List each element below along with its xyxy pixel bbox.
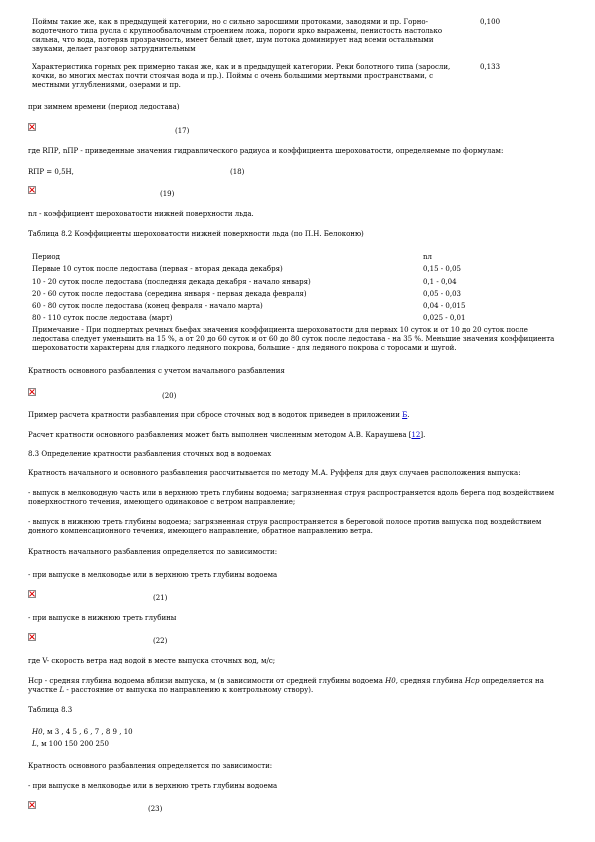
broken-image-icon: [28, 590, 36, 598]
table-row-text: Поймы такие же, как в предыдущей категории, но с сильно заросшими протоками, заводями и пр. Горно-водотечного типа русла с крупнообвалочным строением ложа, пороги ярко выражены, пенистость настолько сильна, что вода, потеряв прозрачность, имеет белый цвет, шум потока доминирует над всеми остальными звуками, делает разговор затруднительным: [32, 18, 443, 54]
broken-image-icon: [28, 186, 36, 194]
paragraph: - при выпуске в мелководье или в верхнюю треть глубины водоема: [28, 782, 278, 790]
section-heading: 8.3 Определение кратности разбавления сточных вод в водоемах: [28, 450, 272, 458]
table-cell: 10 - 20 суток после ледостава (последняя декада декабря - начало января): [32, 278, 311, 286]
broken-image-icon: [28, 801, 36, 809]
formula-number: (20): [162, 392, 177, 400]
paragraph: Кратность основного разбавления с учетом начального разбавления: [28, 367, 285, 375]
table-caption: Таблица 8.3: [28, 706, 73, 714]
paragraph: - при выпуске в мелководье или в верхнюю треть глубины водоема: [28, 571, 278, 579]
paragraph: где RПР, nПР - приведенные значения гидравлического радиуса и коэффициента шероховатости, определяемые по формулам:: [28, 147, 504, 155]
table-cell: 60 - 80 суток после ледостава (конец февраля - начало марта): [32, 302, 263, 310]
paragraph: Пример расчета кратности разбавления при сбросе сточных вод в водоток приведен в приложении Б.: [28, 411, 410, 419]
formula-number: (21): [153, 594, 168, 602]
table-cell: Первые 10 суток после ледостава (первая - вторая декада декабря): [32, 265, 283, 273]
formula-text: RПР = 0,5H,: [28, 168, 74, 176]
paragraph: - выпуск в мелководную часть или в верхнюю треть глубины водоема; загрязненная струя распространяется вдоль берега под воздействием поверхностного течения, имеющего одинаковое с ветром направление;: [28, 489, 555, 507]
table-cell: 80 - 110 суток после ледостава (март): [32, 314, 173, 322]
table-cell: 0,025 - 0,01: [423, 314, 466, 322]
paragraph: - при выпуске в нижнюю треть глубины: [28, 614, 177, 622]
table-caption: Таблица 8.2 Коэффициенты шероховатости нижней поверхности льда (по П.Н. Белоконю): [28, 230, 364, 238]
table-note: Примечание - При подпертых речных бьефах значения коэффициента шероховатости для первых 10 суток и от 10 до 20 суток после ледостава следует уменьшить на 15 %, а от 20 до 60 суток и от 60 до 80 суток после ледостава - на 35 %. Меньшие значения коэффициента шероховатости характерны для гладкого ледяного покрова, большие - для ледяного покрова с торосами и шугой.: [32, 326, 555, 353]
broken-image-icon: [28, 633, 36, 641]
appendix-link[interactable]: Б: [402, 411, 408, 419]
formula-number: (19): [160, 190, 175, 198]
table-header: nл: [423, 253, 432, 261]
table-cell: 20 - 60 суток после ледостава (середина января - первая декада февраля): [32, 290, 307, 298]
broken-image-icon: [28, 388, 36, 396]
paragraph: Hср - средняя глубина водоема вблизи выпуска, м (в зависимости от средней глубины водоема H0, средняя глубина Hср определяется на участке L - расстояние от выпуска по направлению к контрольному створу).: [28, 677, 544, 695]
paragraph: - выпуск в нижнюю треть глубины водоема; загрязненная струя распространяется в береговой полосе против выпуска под воздействием донного компенсационного течения, имеющего направление, обратное направлению ветра.: [28, 518, 542, 536]
formula-number: (23): [148, 805, 163, 813]
table-row-value: 0,100: [480, 18, 501, 26]
table-cell: 0,04 - 0,015: [423, 302, 466, 310]
broken-image-icon: [28, 123, 36, 131]
paragraph: Кратность начального и основного разбавления рассчитывается по методу М.А. Руффеля для двух случаев расположения выпуска:: [28, 469, 521, 477]
reference-link[interactable]: 12: [411, 431, 421, 439]
table-cell: 0,05 - 0,03: [423, 290, 461, 298]
table-cell: 0,1 - 0,04: [423, 278, 457, 286]
table-row: L, м 100 150 200 250: [32, 740, 109, 748]
table-row: H0, м 3 , 4 5 , 6 , 7 , 8 9 , 10: [32, 728, 133, 736]
formula-number: (17): [175, 127, 190, 135]
formula-number: (22): [153, 637, 168, 645]
paragraph: Расчет кратности основного разбавления может быть выполнен численным методом А.В. Караушева [12].: [28, 431, 426, 439]
paragraph: где V- скорость ветра над водой в месте выпуска сточных вод, м/с;: [28, 657, 276, 665]
paragraph: Кратность начального разбавления определяется по зависимости:: [28, 548, 278, 556]
paragraph: при зимнем времени (период ледостава): [28, 103, 180, 111]
table-row-value: 0,133: [480, 63, 501, 71]
paragraph: Кратность основного разбавления определяется по зависимости:: [28, 762, 273, 770]
table-row-text: Характеристика горных рек примерно такая же, как и в предыдущей категории. Реки болотного типа (заросли, кочки, во многих местах почти стоячая вода и пр.). Поймы с очень большими мертвыми пространствами, с местными углублениями, озерами и пр.: [32, 63, 451, 90]
table-header: Период: [32, 253, 60, 261]
paragraph: nл - коэффициент шероховатости нижней поверхности льда.: [28, 210, 254, 218]
table-cell: 0,15 - 0,05: [423, 265, 461, 273]
formula-number: (18): [230, 168, 245, 176]
